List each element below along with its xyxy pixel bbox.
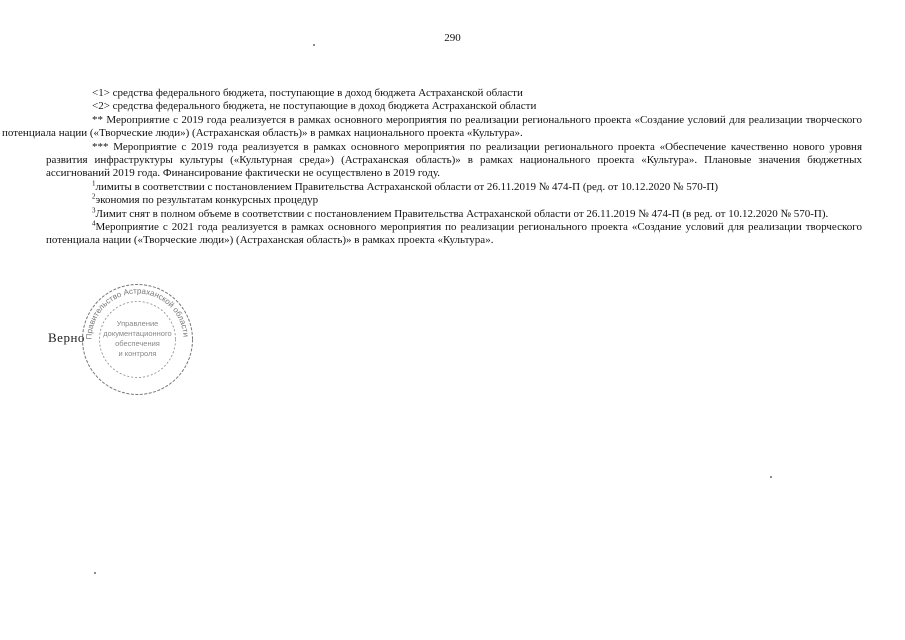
stamp-center-line-1: Управление (116, 319, 159, 328)
note-8-mark: 4 (92, 219, 96, 228)
note-1-text: <1> средства федерального бюджета, поступающие в доход бюджета Астраханской области (92, 87, 523, 99)
scan-speck (313, 44, 315, 46)
verno-label: Верно (48, 330, 85, 345)
note-5 (92, 181, 862, 194)
note-5-text: лимиты в соответствии с постановлением Правительства Астраханской области от 26.11.2019 № 474-П (ред. от 10.12.2020 № 570-П) (95, 180, 719, 193)
note-2-text: <2> средства федерального бюджета, не поступающие в доход бюджета Астраханской области (92, 100, 537, 113)
footnotes (2, 87, 862, 248)
note-5-mark: 1 (92, 179, 96, 188)
note-4 (46, 141, 862, 181)
note-4-text: *** Мероприятие с 2019 года реализуется в рамках основного мероприятия по реализации регионального проекта «Обеспечение качественно нового уровня развития инфраструктуры культуры («Культурная среда») (Астраханская область)» в рамках национального проекта «Культура». Плановые значения бюджетных ассигнований 2019 года. Финансирование фактически не осуществлено в 2019 году. (46, 140, 862, 180)
note-7 (92, 208, 862, 221)
stamp-center-line-2: документационного (103, 329, 172, 338)
note-1 (92, 87, 862, 100)
scan-speck (94, 572, 96, 574)
note-8-text: Мероприятие с 2021 года реализуется в рамках основного мероприятия по реализации регионального проекта «Создание условий для реализации творческого потенциала нации («Творческие люди») (Астраханская область)» в рамках проекта «Культура». (46, 221, 862, 247)
note-6-text: экономия по результатам конкурсных процедур (95, 194, 319, 207)
stamp-ring-text: Правительство Астраханской области (84, 286, 191, 340)
note-6 (92, 194, 862, 207)
note-7-mark: 3 (92, 206, 96, 214)
stamp-center-line-3: обеспечения (115, 339, 160, 348)
official-stamp (80, 282, 195, 397)
page-number: 290 (444, 32, 461, 44)
note-3 (2, 114, 862, 141)
note-2 (92, 100, 862, 113)
stamp-center-line-4: и контроля (118, 349, 157, 358)
scan-speck (770, 476, 772, 478)
note-6-mark: 2 (92, 192, 96, 201)
note-3-text: ** Мероприятие с 2019 года реализуется в рамках основного мероприятия по реализации регионального проекта «Создание условий для реализации творческого потенциала нации («Творческие люди») (Астраханская область)» в рамках национального проекта «Культура». (2, 113, 862, 140)
note-8 (46, 221, 862, 248)
note-7-text: Лимит снят в полном объеме в соответствии с постановлением Правительства Астраханской области от 26.11.2019 № 474-П (в ред. от 10.12.2020 № 570-П). (95, 207, 829, 220)
